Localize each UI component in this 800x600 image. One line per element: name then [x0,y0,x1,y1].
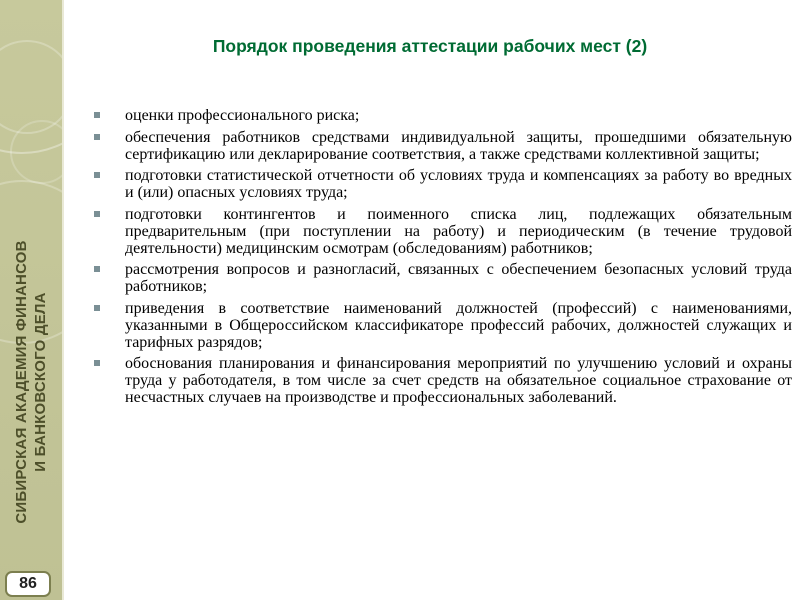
slide-title: Порядок проведения аттестации рабочих мест (2) [212,36,648,56]
list-item [94,356,792,406]
organization-name-line2: И БАНКОВСКОГО ДЕЛА [32,292,49,472]
decorative-arc [10,120,62,184]
page-number: 86 [5,571,51,597]
organization-name [12,240,50,523]
list-item [94,168,792,202]
list-item-text: оценки профессионального риска; [125,107,360,124]
list-item-text: рассмотрения вопросов и разногласий, связанных с обеспечением безопасных условий труда работников; [125,261,792,296]
list-item [94,207,792,257]
sidebar [0,0,62,600]
bullet-icon [94,172,100,178]
list-item [94,301,792,351]
list-item-text: обеспечения работников средствами индивидуальной защиты, прошедшими обязательную сертификацию или декларирование соответствия, а также средствами коллективной защиты; [125,128,792,163]
organization-name-line1: СИБИРСКАЯ АКАДЕМИЯ ФИНАНСОВ [13,240,30,524]
bullet-icon [94,112,100,118]
list-item-text: приведения в соответствие наименований должностей (профессий) с наименованиями, указанными в Общероссийском классификаторе профессий рабочих, должностей служащих и тарифных разрядов; [125,299,792,351]
list-item [94,108,792,125]
decorative-arc [0,40,62,134]
bullet-icon [94,211,100,217]
list-item [94,262,792,296]
bullet-icon [94,266,100,272]
bullet-icon [94,134,100,140]
bullet-icon [94,305,100,311]
sidebar-divider [62,0,64,600]
list-item-text: подготовки контингентов и поименного списка лиц, подлежащих обязательным предварительным (при поступлении на работу) и периодическим (в течение трудовой деятельности) медицинским осмотрам (обследованиям) работников; [125,205,792,257]
list-item [94,130,792,164]
bullet-list [94,108,792,412]
list-item-text: обоснования планирования и финансирования мероприятий по улучшению условий и охраны труда у работодателя, в том числе за счет средств на обязательное социальное страхование от несчастных случаев на производстве и профессиональных заболеваний. [125,355,792,406]
list-item-text: подготовки статистической отчетности об условиях труда и компенсациях за работу во вредных и (или) опасных условиях труда; [125,167,792,202]
bullet-icon [94,360,100,366]
